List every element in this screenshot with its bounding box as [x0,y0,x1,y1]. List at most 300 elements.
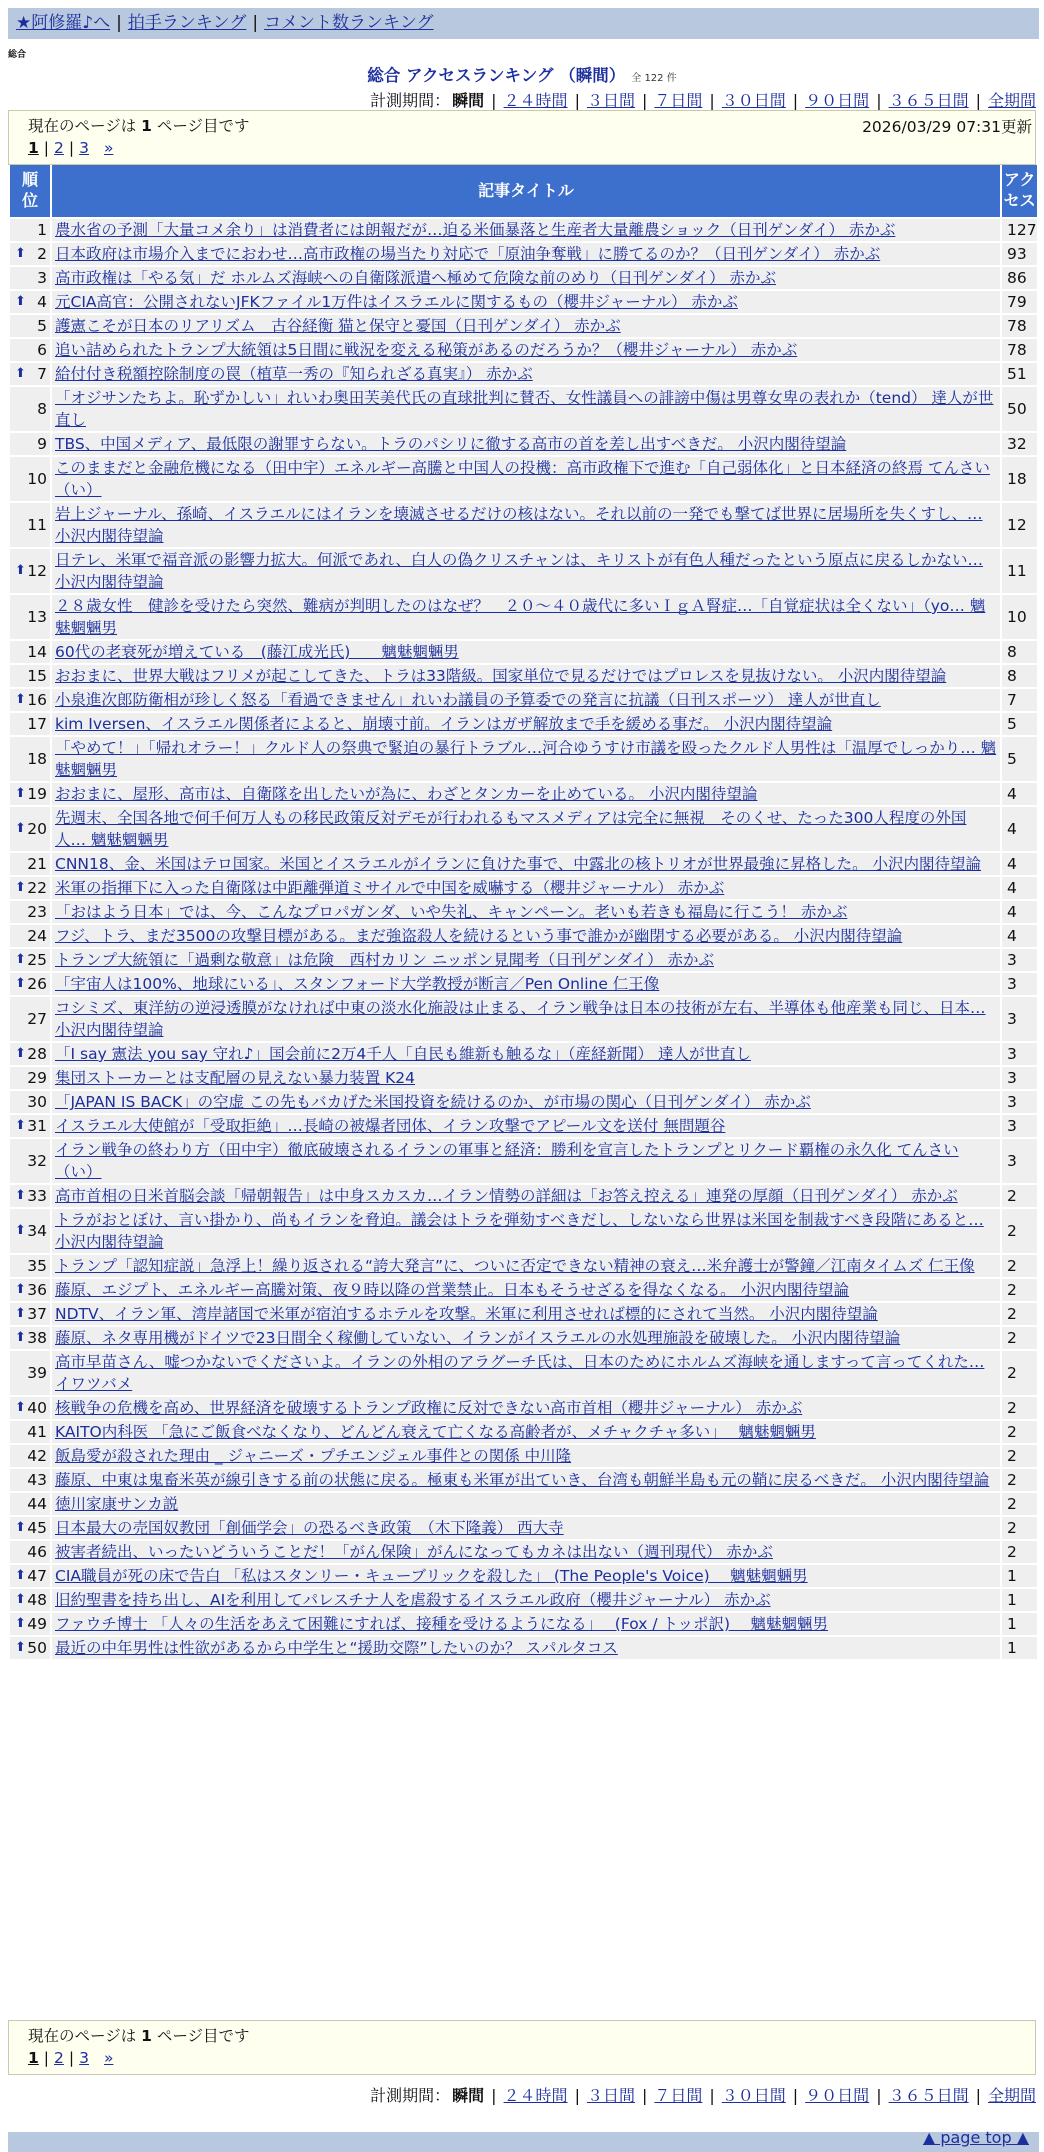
period-label: 計測期間： [370,91,451,110]
period-link-365d[interactable]: ３６５日間 [888,91,969,110]
nav-separator: | [116,13,122,33]
title-cell [52,315,1000,337]
rank-cell [10,689,50,711]
rank-cell [10,737,50,781]
rank-cell [10,1327,50,1349]
rank-cell [10,315,50,337]
access-count: 8 [1002,641,1037,663]
rank-number: 35 [27,1257,47,1275]
period-selector-bottom: 計測期間： 瞬間 | ２４時間 | ３日間 | ７日間 | ３０日間 | ９０日間 | ３６５日間 | 全期間 [370,2086,1036,2105]
nav-link-clap-ranking[interactable]: 拍手ランキング [127,13,247,33]
title-cell [52,689,1000,711]
table-row [10,1067,1037,1089]
article-title-link[interactable]: 藤原、エジプト、エネルギー高騰対策、夜９時以降の営業禁止。日本もそうせざるを得なくなる。 小沢内閣待望論 [55,1281,850,1299]
page-link-1[interactable]: 1 [28,139,39,157]
period-link-7d[interactable]: ７日間 [654,2086,703,2105]
pagination: 1 | 2 | 3 » [28,139,114,157]
article-title-link[interactable]: ２８歳女性 健診を受けたら突然、難病が判明したのはなぜ？ ２０～４０歳代に多いＩｇＡ腎症…「自覚症状は全くない」（yo… 魑魅魍魎男 [55,597,986,637]
rank-number: 40 [27,1399,47,1417]
rank-cell [10,807,50,851]
rank-number: 4 [37,293,47,311]
table-row [10,1303,1037,1325]
table-row [10,503,1037,547]
article-title-link[interactable]: 高市政権は「やる気」だ ホルムズ海峡への自衛隊派遣へ極めて危険な前のめり（日刊ゲンダイ） 赤かぶ [55,269,776,287]
rank-cell [10,219,50,241]
access-count: 50 [1002,387,1037,431]
table-row [10,315,1037,337]
article-title-link[interactable]: 「おはよう日本」では、今、こんなプロパガンダ、いや失礼、キャンペーン。老いも若きも福島に行こう！ 赤かぶ [55,903,848,921]
article-title-link[interactable]: 日テレ、米軍で福音派の影響力拡大。何派であれ、白人の偽クリスチャンは、キリストが有色人種だったという原点に戻るしかない… 小沢内閣待望論 [55,551,983,591]
access-count: 2 [1002,1185,1037,1207]
period-link-90d[interactable]: ９０日間 [805,91,870,110]
title-cell [52,1445,1000,1467]
title-cell [52,1115,1000,1137]
access-count: 2 [1002,1421,1037,1443]
up-arrow-icon: ⬆ [15,563,26,578]
rank-cell [10,1043,50,1065]
nav-link-asyura[interactable]: ★阿修羅♪へ [16,13,111,33]
title-cell [52,997,1000,1041]
access-count: 2 [1002,1327,1037,1349]
article-title-link[interactable]: フジ、トラ、まだ3500の攻撃目標がある。まだ強盗殺人を続けるという事で誰かが幽閉する必要がある。 小沢内閣待望論 [55,927,903,945]
rank-number: 20 [27,820,47,838]
period-link-7d[interactable]: ７日間 [654,91,703,110]
article-title-link[interactable]: 護憲こそが日本のリアリズム 古谷経衡 猫と保守と憂国（日刊ゲンダイ） 赤かぶ [55,317,621,335]
article-title-link[interactable]: トラがおとぼけ、言い掛かり、尚もイランを脅迫。議会はトラを弾劾すべきだし、しないなら世界は米国を制裁すべき段階にあると… 小沢内閣待望論 [55,1211,984,1251]
page-link-3[interactable]: 3 [79,2049,90,2067]
access-count: 79 [1002,291,1037,313]
table-row [10,291,1037,313]
current-page-text: 現在のページは 1 ページ目です [28,117,250,135]
article-title-link[interactable]: おおまに、世界大戦はフリメが起こしてきた、トラは33階級。国家単位で見るだけではプロレスを見抜けない。 小沢内閣待望論 [55,667,947,685]
rank-cell [10,363,50,385]
access-count: 3 [1002,1115,1037,1137]
access-count: 2 [1002,1209,1037,1253]
access-count: 7 [1002,689,1037,711]
rank-number: 38 [27,1329,47,1347]
rank-number: 14 [27,643,47,661]
article-title-link[interactable]: 高市早苗さん、嘘つかないでくださいよ。イランの外相のアラグーチ氏は、日本のためにホルムズ海峡を通しますって言ってくれた… イワツバメ [55,1353,985,1393]
title-cell [52,1255,1000,1277]
rank-number: 6 [37,341,47,359]
table-row [10,949,1037,971]
rank-cell [10,1469,50,1491]
rank-number: 13 [27,608,47,626]
rank-number: 23 [27,903,47,921]
article-title-link[interactable]: おおまに、屋形、高市は、自衛隊を出したいが為に、わざとタンカーを止めている。 小沢内閣待望論 [55,785,758,803]
table-row [10,1589,1037,1611]
rank-number: 7 [37,365,47,383]
title-cell [52,1185,1000,1207]
rank-number: 48 [27,1591,47,1609]
period-link-30d[interactable]: ３０日間 [721,2086,786,2105]
rank-number: 30 [27,1093,47,1111]
title-cell [52,1279,1000,1301]
article-title-link[interactable]: トランプ大統領に「過剰な敬意」は危険 西村カリン ニッポン見聞考（日刊ゲンダイ） 赤かぶ [55,951,714,969]
article-title-link[interactable]: TBS、中国メディア、最低限の謝罪すらない。トラのパシリに徹する高市の首を差し出すべきだ。 小沢内閣待望論 [55,435,847,453]
access-count: 86 [1002,267,1037,289]
table-row [10,1327,1037,1349]
period-current: 瞬間 [452,2086,485,2105]
access-count: 1 [1002,1637,1037,1659]
table-row [10,665,1037,687]
access-count: 1 [1002,1565,1037,1587]
article-title-link[interactable]: NDTV、イラン軍、湾岸諸国で米軍が宿泊するホテルを攻撃。米軍に利用させれば標的にされて当然。 小沢内閣待望論 [55,1305,878,1323]
table-row [10,1043,1037,1065]
access-count: 93 [1002,243,1037,265]
article-title-link[interactable]: コシミズ、東洋紡の逆浸透膜がなければ中東の淡水化施設は止まる、イラン戦争は日本の技術が左右、半導体も他産業も同じ、日本… 小沢内閣待望論 [55,999,986,1039]
table-row [10,853,1037,875]
title-cell [52,1421,1000,1443]
title-cell [52,1469,1000,1491]
rank-cell [10,925,50,947]
ranking-title-row [0,62,1044,86]
rank-cell [10,783,50,805]
article-title-link[interactable]: 給付付き税額控除制度の罠（植草一秀の『知られざる真実』） 赤かぶ [55,365,533,383]
rank-cell [10,1589,50,1611]
title-cell [52,1091,1000,1113]
updated-timestamp: 2026/03/29 07:31更新 [862,118,1032,136]
rank-number: 49 [27,1615,47,1633]
article-title-link[interactable]: 日本最大の売国奴教団「創価学会」の恐るべき政策 （木下隆義） 西大寺 [55,1519,564,1537]
access-count: 2 [1002,1279,1037,1301]
period-link-3d[interactable]: ３日間 [586,2086,635,2105]
title-cell [52,1565,1000,1587]
rank-cell [10,901,50,923]
rank-cell [10,1139,50,1183]
article-title-link[interactable]: 飯島愛が殺された理由 _ ジャニーズ・プチエンジェル事件との関係 中川隆 [55,1447,572,1465]
access-count: 18 [1002,457,1037,501]
nav-separator: | [252,13,259,33]
table-row [10,1421,1037,1443]
title-cell [52,549,1000,593]
page-next-link[interactable]: » [103,139,114,157]
article-title-link[interactable]: 旧約聖書を持ち出し、AIを利用してパレスチナ人を虐殺するイスラエル政府（櫻井ジャーナル） 赤かぶ [55,1591,771,1609]
access-count: 5 [1002,713,1037,735]
table-row [10,807,1037,851]
rank-number: 21 [27,855,47,873]
access-count: 1 [1002,1589,1037,1611]
title-cell [52,339,1000,361]
title-cell [52,973,1000,995]
access-count: 4 [1002,925,1037,947]
current-page-text: 現在のページは 1 ページ目です [28,2027,250,2045]
access-count: 3 [1002,973,1037,995]
up-arrow-icon: ⬆ [15,1616,26,1631]
article-title-link[interactable]: CNN18、金、米国はテロ国家。米国とイスラエルがイランに負けた事で、中露北の核トリオが世界最強に昇格した。 小沢内閣待望論 [55,855,982,873]
table-row [10,595,1037,639]
table-row [10,243,1037,265]
rank-number: 43 [27,1471,47,1489]
title-cell [52,1303,1000,1325]
rank-cell [10,1351,50,1395]
article-title-link[interactable]: CIA職員が死の床で告白 「私はスタンリー・キューブリックを殺した」 (The People's Voice) 魑魅魍魎男 [55,1567,808,1585]
title-cell [52,1067,1000,1089]
rank-number: 17 [27,715,47,733]
table-row [10,1565,1037,1587]
nav-link-comment-ranking[interactable]: コメント数ランキング [264,13,434,33]
rank-cell [10,433,50,455]
rank-number: 34 [27,1222,47,1240]
period-current: 瞬間 [452,91,485,110]
title-cell [52,243,1000,265]
rank-cell [10,1185,50,1207]
article-title-link[interactable]: 元CIA高官：公開されないJFKファイル1万件はイスラエルに関するもの（櫻井ジャーナル） 赤かぶ [55,293,738,311]
rank-number: 44 [27,1495,47,1513]
period-link-all[interactable]: 全期間 [987,91,1036,110]
page-link-2[interactable]: 2 [54,2049,64,2067]
access-count: 12 [1002,503,1037,547]
page-top-link[interactable]: ▲ page top ▲ [922,2128,1029,2147]
article-title-link[interactable]: 小泉進次郎防衛相が珍しく怒る「看過できません」れいわ議員の予算委での発言に抗議（日刊スポーツ） 達人が世直し [55,691,881,709]
title-cell [52,713,1000,735]
title-cell [52,853,1000,875]
access-count: 78 [1002,315,1037,337]
rank-number: 26 [27,975,47,993]
table-header-row [10,165,1037,217]
table-row [10,1139,1037,1183]
article-title-link[interactable]: 「やめて！」「帰れオラー！」クルド人の祭典で緊迫の暴行トラブル…河合ゆうすけ市議を殴ったクルド人男性は「温厚でしっかり… 魑魅魍魎男 [55,739,997,779]
table-row [10,363,1037,385]
title-cell [52,457,1000,501]
up-arrow-icon: ⬆ [15,1568,26,1583]
article-title-link[interactable]: トランプ「認知症説」急浮上！繰り返される“誇大発言”に、ついに否定できない精神の衰え…米弁護士が警鐘／江南タイムズ 仁王像 [55,1257,975,1275]
rank-cell [10,1493,50,1515]
title-cell [52,949,1000,971]
up-arrow-icon: ⬆ [15,1520,26,1535]
up-arrow-icon: ⬆ [15,976,26,991]
access-count: 2 [1002,1493,1037,1515]
title-cell [52,1613,1000,1635]
rank-cell [10,503,50,547]
title-cell [52,737,1000,781]
rank-number: 3 [37,269,47,287]
up-arrow-icon: ⬆ [15,786,26,801]
article-title-link[interactable]: 集団ストーカーとは支配層の見えない暴力装置 K24 [55,1069,416,1087]
rank-cell [10,1115,50,1137]
rank-number: 19 [27,785,47,803]
rank-cell [10,339,50,361]
table-row [10,219,1037,241]
rank-number: 50 [27,1639,47,1657]
access-count: 11 [1002,549,1037,593]
article-title-link[interactable]: 核戦争の危機を高め、世界経済を破壊するトランプ政権に反対できない高市首相（櫻井ジャーナル） 赤かぶ [55,1399,803,1417]
rank-cell [10,595,50,639]
access-count: 51 [1002,363,1037,385]
up-arrow-icon: ⬆ [15,366,26,381]
article-title-link[interactable]: 農水省の予測「大量コメ余り」は消費者には朗報だが…迫る米価暴落と生産者大量離農ショック（日刊ゲンダイ） 赤かぶ [55,221,896,239]
header-access: アクセス [1002,165,1037,217]
table-row [10,1469,1037,1491]
title-cell [52,291,1000,313]
period-link-24h[interactable]: ２４時間 [503,91,568,110]
table-row [10,1185,1037,1207]
period-link-30d[interactable]: ３０日間 [721,91,786,110]
title-cell [52,1493,1000,1515]
access-count: 3 [1002,1043,1037,1065]
table-row [10,901,1037,923]
article-title-link[interactable]: 「JAPAN IS BACK」の空虚 この先もバカげた米国投資を続けるのか、が市場の関心（日刊ゲンダイ） 赤かぶ [55,1093,811,1111]
access-count: 3 [1002,997,1037,1041]
rank-number: 42 [27,1447,47,1465]
table-row [10,1637,1037,1659]
table-row [10,1091,1037,1113]
rank-cell [10,1279,50,1301]
article-title-link[interactable]: 藤原、中東は鬼畜米英が線引きする前の状態に戻る。極東も米軍が出ていき、台湾も朝鮮半島も元の鞘に戻るべきだ。 小沢内閣待望論 [55,1471,990,1489]
page-link-1[interactable]: 1 [28,2049,39,2067]
table-row [10,997,1037,1041]
rank-cell [10,457,50,501]
up-arrow-icon: ⬆ [15,294,26,309]
article-title-link[interactable]: 米軍の指揮下に入った自衛隊は中距離弾道ミサイルで中国を威嚇する（櫻井ジャーナル） 赤かぶ [55,879,725,897]
period-link-24h[interactable]: ２４時間 [503,2086,568,2105]
rank-cell [10,877,50,899]
rank-cell [10,1255,50,1277]
rank-number: 1 [37,221,47,239]
access-count: 3 [1002,949,1037,971]
rank-number: 22 [27,879,47,897]
table-row [10,1397,1037,1419]
access-count: 2 [1002,1469,1037,1491]
pagination: 1 | 2 | 3 » [28,2049,114,2067]
table-row [10,1115,1037,1137]
title-cell [52,1351,1000,1395]
footer-bar [8,2128,1039,2152]
ranking-table [8,163,1039,1661]
table-row [10,1255,1037,1277]
article-title-link[interactable]: KAITO内科医 「急にご飯食べなくなり、どんどん衰えて亡くなる高齢者が、メチャクチャ多い」 魑魅魍魎男 [55,1423,816,1441]
up-arrow-icon: ⬆ [15,246,26,261]
access-count: 10 [1002,595,1037,639]
period-link-3d[interactable]: ３日間 [586,91,635,110]
page-next-link[interactable]: » [103,2049,114,2067]
up-arrow-icon: ⬆ [15,1282,26,1297]
up-arrow-icon: ⬆ [15,1306,26,1321]
rank-number: 10 [27,470,47,488]
up-arrow-icon: ⬆ [15,1188,26,1203]
title-cell [52,1517,1000,1539]
rank-number: 45 [27,1519,47,1537]
article-title-link[interactable]: 藤原、ネタ専用機がドイツで23日間全く稼働していない、イランがイスラエルの水処理施設を破壊した。 小沢内閣待望論 [55,1329,901,1347]
top-nav-bar [8,8,1039,39]
title-cell [52,595,1000,639]
article-title-link[interactable]: 高市首相の日米首脳会談「帰朝報告」は中身スカスカ…イラン情勢の詳細は「お答え控える」連発の厚顔（日刊ゲンダイ） 赤かぶ [55,1187,958,1205]
page-link-2[interactable]: 2 [54,139,64,157]
access-count: 4 [1002,877,1037,899]
up-arrow-icon: ⬆ [15,1223,26,1238]
access-count: 8 [1002,665,1037,687]
article-title-link[interactable]: ファウチ博士 「人々の生活をあえて困難にすれば、接種を受けるようになる」 (Fox / トッポ訳) 魑魅魍魎男 [55,1615,828,1633]
rank-cell [10,1445,50,1467]
table-row [10,1493,1037,1515]
title-cell [52,1589,1000,1611]
article-title-link[interactable]: 「I say 憲法 you say 守れ♪」国会前に2万4千人「自民も維新も触るな」（産経新聞） 達人が世直し [55,1045,751,1063]
page-title: 総合 アクセスランキング （瞬間） [367,66,626,85]
rank-cell [10,1091,50,1113]
rank-cell [10,973,50,995]
rank-number: 32 [27,1152,47,1170]
table-row [10,713,1037,735]
table-row [10,1445,1037,1467]
up-arrow-icon: ⬆ [15,880,26,895]
up-arrow-icon: ⬆ [15,1046,26,1061]
table-row [10,549,1037,593]
article-title-link[interactable]: 先週末、全国各地で何千何万人もの移民政策反対デモが行われるもマスメディアは完全に無視 そのくせ、たった300人程度の外国人… 魑魅魍魎男 [55,809,967,849]
article-title-link[interactable]: 最近の中年男性は性欲があるから中学生と“援助交際”したいのか？ スパルタコス [55,1639,618,1657]
rank-number: 2 [37,245,47,263]
rank-cell [10,387,50,431]
period-link-all[interactable]: 全期間 [987,2086,1036,2105]
title-cell [52,783,1000,805]
article-title-link[interactable]: 「オジサンたちよ。恥ずかしい」れいわ奥田芙美代氏の直球批判に賛否、女性議員への誹謗中傷は男尊女卑の表れか（tend） 達人が世直し [55,389,994,429]
table-row [10,925,1037,947]
header-rank: 順位 [10,165,50,217]
table-row [10,1351,1037,1395]
article-title-link[interactable]: 被害者続出、いったいどういうことだ！「がん保険」がんになってもカネは出ない（週刊現代） 赤かぶ [55,1543,773,1561]
period-selector-top: 計測期間： 瞬間 | ２４時間 | ３日間 | ７日間 | ３０日間 | ９０日間 | ３６５日間 | 全期間 [370,91,1036,110]
period-link-365d[interactable]: ３６５日間 [888,2086,969,2105]
access-count: 2 [1002,1445,1037,1467]
table-row [10,1209,1037,1253]
article-title-link[interactable]: イラン戦争の終わり方（田中宇）徹底破壊されるイランの軍事と経済：勝利を宣言したトランプとリクード覇権の永久化 てんさい（い） [55,1141,959,1181]
article-title-link[interactable]: 徳川家康サンカ説 [55,1495,179,1513]
table-row [10,387,1037,431]
rank-cell [10,243,50,265]
rank-cell [10,1397,50,1419]
access-count: 4 [1002,853,1037,875]
title-cell [52,877,1000,899]
access-count: 2 [1002,1517,1037,1539]
title-cell [52,219,1000,241]
rank-number: 33 [27,1187,47,1205]
rank-number: 9 [37,435,47,453]
period-link-90d[interactable]: ９０日間 [805,2086,870,2105]
table-row [10,433,1037,455]
table-row [10,641,1037,663]
article-title-link[interactable]: kim Iversen、イスラエル関係者によると、崩壊寸前。イランはガザ解放まで手を緩める事だ。 小沢内閣待望論 [55,715,833,733]
rank-cell [10,549,50,593]
period-label: 計測期間： [370,2086,451,2105]
rank-number: 37 [27,1305,47,1323]
table-row [10,877,1037,899]
title-cell [52,387,1000,431]
table-row [10,783,1037,805]
access-count: 3 [1002,1091,1037,1113]
rank-number: 36 [27,1281,47,1299]
rank-number: 41 [27,1423,47,1441]
rank-cell [10,1303,50,1325]
page-link-3[interactable]: 3 [79,139,90,157]
article-title-link[interactable]: 日本政府は市場介入までにおわせ…高市政権の場当たり対応で「原油争奪戦」に勝てるのか？（日刊ゲンダイ） 赤かぶ [55,245,881,263]
article-title-link[interactable]: 追い詰められたトランプ大統領は5日間に戦況を変える秘策があるのだろうか？（櫻井ジャーナル） 赤かぶ [55,341,798,359]
access-count: 2 [1002,1255,1037,1277]
page-info-box-top [8,110,1036,165]
access-count: 127 [1002,219,1037,241]
rank-number: 25 [27,951,47,969]
article-title-link[interactable]: 岩上ジャーナル、孫崎、イスラエルにはイランを壊滅させるだけの核はない。それ以前の一発でも撃てば世界に居場所を失くすし、… 小沢内閣待望論 [55,505,983,545]
article-title-link[interactable]: イスラエル大使館が「受取拒絶」…長崎の被爆者団体、イラン攻撃でアピール文を送付 無問題谷 [55,1117,726,1135]
page-info-box-bottom [8,2020,1036,2075]
access-count: 2 [1002,1351,1037,1395]
article-title-link[interactable]: このままだと金融危機になる（田中宇）エネルギー高騰と中国人の投機：高市政権下で進む「自己弱体化」と日本経済の終焉 てんさい（い） [55,459,990,499]
article-title-link[interactable]: 「宇宙人は100%、地球にいる」、スタンフォード大学教授が断言／Pen Online 仁王像 [55,975,660,993]
article-title-link[interactable]: 60代の老衰死が増えている (藤江成光氏) 魑魅魍魎男 [55,643,459,661]
rank-number: 18 [27,750,47,768]
title-cell [52,1397,1000,1419]
access-count: 1 [1002,1613,1037,1635]
title-cell [52,1209,1000,1253]
table-row [10,457,1037,501]
